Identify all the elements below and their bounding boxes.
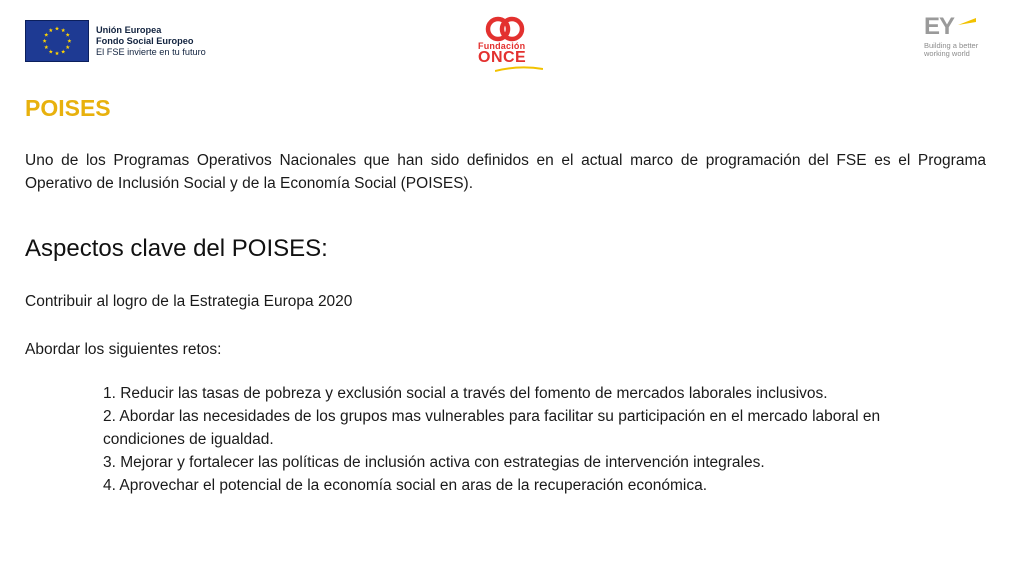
eu-star-icon	[67, 39, 71, 43]
ey-logo-mark: EY	[924, 13, 955, 40]
eu-star-icon	[61, 28, 65, 32]
ey-tagline-line2: working world	[924, 49, 970, 58]
eu-star-icon	[44, 33, 48, 37]
eu-logo-line1: Unión Europea	[96, 25, 162, 35]
once-logo-fundacion: Fundación	[478, 41, 526, 51]
ey-logo	[922, 14, 992, 62]
eu-star-icon	[49, 50, 53, 54]
key-aspects-heading: Aspectos clave del POISES:	[25, 235, 328, 262]
eu-star-icon	[49, 28, 53, 32]
retos-list	[103, 382, 923, 497]
eu-star-icon	[61, 50, 65, 54]
ey-logo-tagline	[924, 42, 978, 58]
eu-fse-logo	[25, 20, 215, 62]
key-point-europa-2020: Contribuir al logro de la Estrategia Europa 2020	[25, 293, 353, 310]
key-point-retos: Abordar los siguientes retos:	[25, 341, 222, 358]
fundacion-once-logo	[475, 16, 547, 70]
eu-logo-text	[96, 25, 206, 58]
eu-star-icon	[66, 45, 70, 49]
intro-paragraph: Uno de los Programas Operativos Nacionales que han sido definidos en el actual marco de programación del FSE es el Programa Operativo de Inclusión Social y de la Economía Social (POISES).	[25, 152, 986, 192]
once-swoosh-icon	[495, 66, 543, 72]
reto-item: 2. Abordar las necesidades de los grupos mas vulnerables para facilitar su participación en el mercado laboral en condiciones de igualdad.	[103, 408, 881, 448]
ey-beam-icon	[958, 18, 976, 25]
once-logo-once: ONCE	[478, 49, 527, 66]
eu-logo-line3: El FSE invierte en tu futuro	[96, 47, 206, 57]
reto-item: 3. Mejorar y fortalecer las políticas de inclusión activa con estrategias de intervención integrales.	[103, 454, 765, 471]
eu-flag-icon	[25, 20, 89, 62]
slide-title: POISES	[25, 95, 111, 121]
eu-star-icon	[43, 39, 47, 43]
reto-item: 4. Aprovechar el potencial de la economía social en aras de la recuperación económica.	[103, 477, 708, 494]
once-rings-icon	[483, 16, 527, 42]
eu-stars-icon	[26, 21, 88, 61]
eu-star-icon	[44, 45, 48, 49]
ey-tagline-line1: Building a better	[924, 41, 979, 50]
eu-logo-line2: Fondo Social Europeo	[96, 36, 194, 46]
eu-star-icon	[55, 26, 59, 30]
eu-star-icon	[55, 51, 59, 55]
eu-star-icon	[66, 33, 70, 37]
reto-item: 1. Reducir las tasas de pobreza y exclusión social a través del fomento de mercados laborales inclusivos.	[103, 385, 828, 402]
